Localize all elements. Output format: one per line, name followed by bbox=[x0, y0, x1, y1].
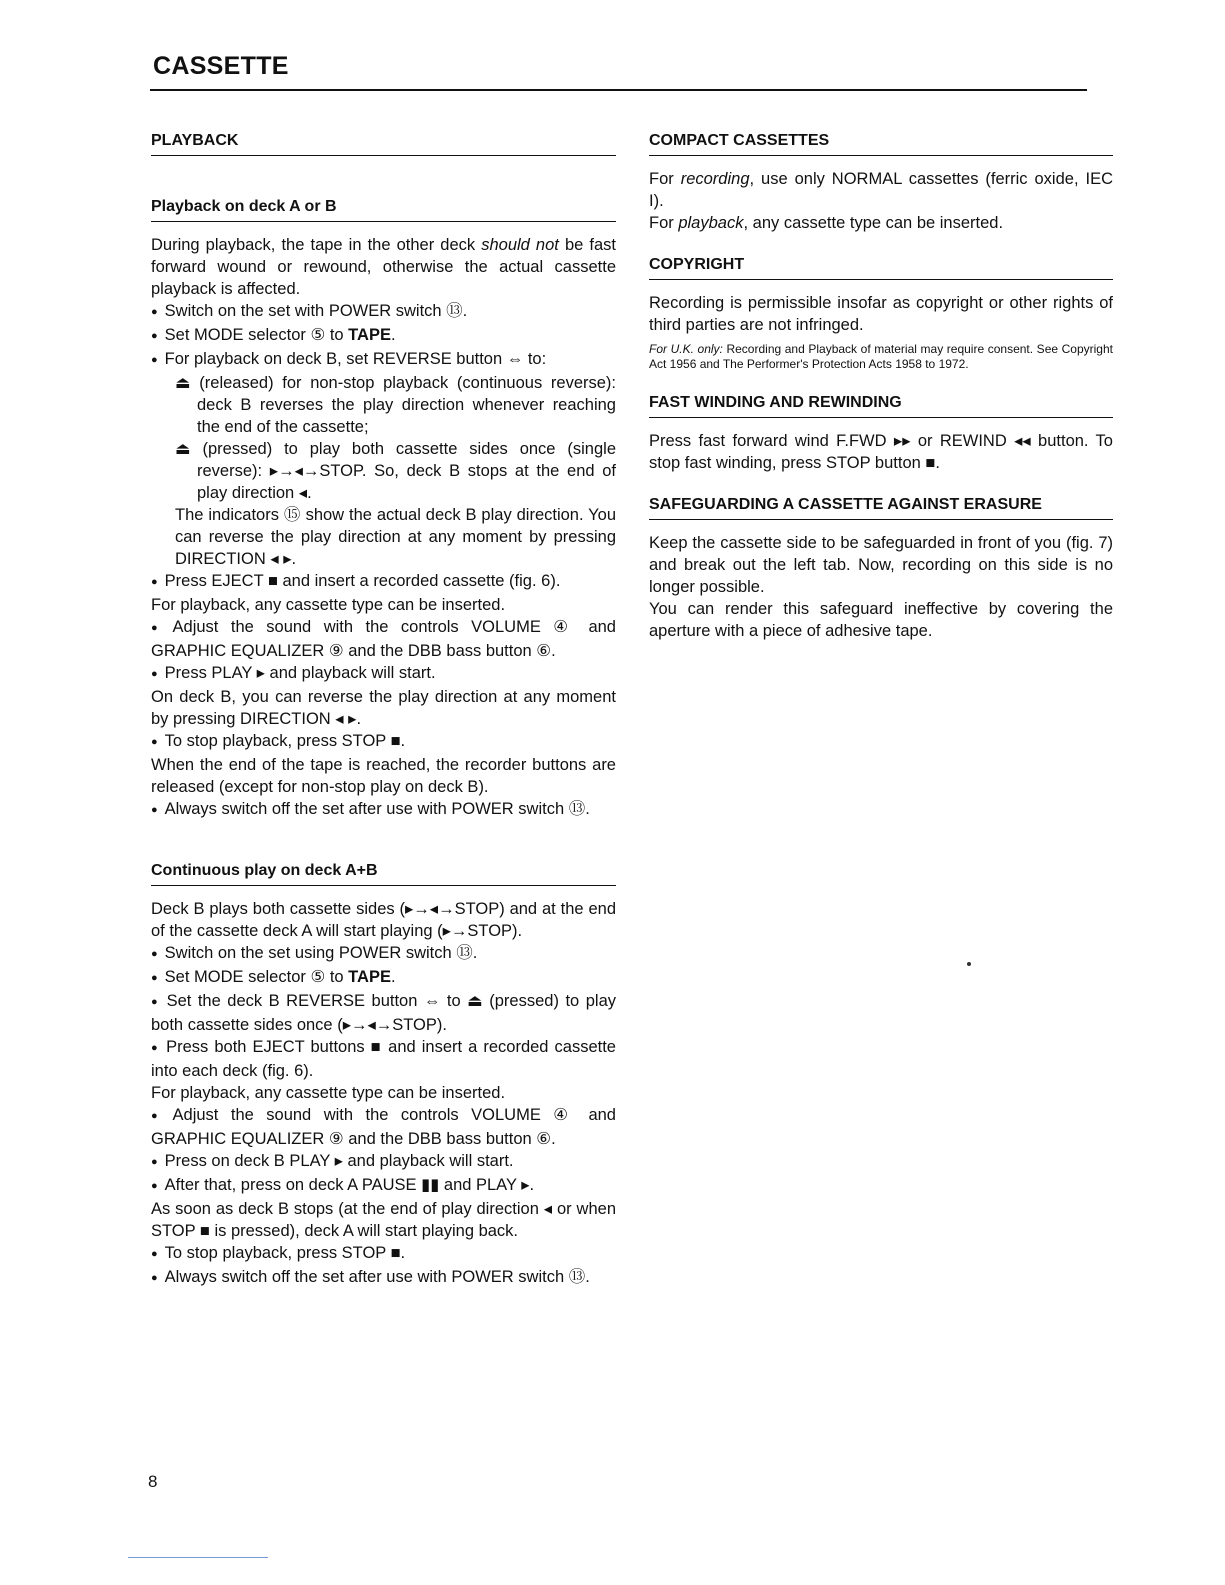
list-item: ● Set MODE selector ⑤ to TAPE. bbox=[151, 324, 616, 348]
uk-note: For U.K. only: Recording and Playback of material may require consent. See Copyright Act 1956 and The Performer's Protection Acts 1958 to 1972. bbox=[649, 342, 1113, 371]
paragraph: Recording is permissible insofar as copyright or other rights of third parties are not infringed. bbox=[649, 294, 1113, 334]
paragraph: Keep the cassette side to be safeguarded in front of you (fig. 7) and break out the left tab. Now, recording on this side is no longer possible. bbox=[649, 534, 1113, 596]
list-item: ● Set MODE selector ⑤ to TAPE. bbox=[151, 966, 616, 990]
list-item: ● Adjust the sound with the controls VOLUME ④ and GRAPHIC EQUALIZER ⑨ and the DBB bass button ⑥. bbox=[151, 1104, 616, 1150]
list-item: ● Press EJECT ■ and insert a recorded cassette (fig. 6). bbox=[151, 570, 616, 594]
indicator-note: The indicators ⑮ show the actual deck B play direction. You can reverse the play direction at any moment by pressing DIRECTION ◂ ▸. bbox=[175, 506, 616, 568]
list-item: ● Always switch off the set after use with POWER switch ⑬. bbox=[151, 798, 616, 822]
sub-item-released: ⏏ (released) for non-stop playback (continuous reverse): deck B reverses the play direction whenever reaching the end of the cassette; bbox=[175, 374, 616, 436]
paragraph: For playback, any cassette type can be inserted. bbox=[649, 214, 1004, 232]
right-column bbox=[649, 130, 1113, 642]
footer-rule bbox=[128, 1557, 268, 1558]
list-item: ● Press on deck B PLAY ▸ and playback will start. bbox=[151, 1150, 616, 1174]
list-item: ● Set the deck B REVERSE button ⇔ to ⏏ (pressed) to play both cassette sides once (▸→◂→STOP). bbox=[151, 990, 616, 1036]
deck-ab-intro: During playback, the tape in the other deck should not be fast forward wound or rewound, otherwise the actual cassette playback is affected. bbox=[151, 236, 616, 298]
list-item: ● Always switch off the set after use with POWER switch ⑬. bbox=[151, 1266, 616, 1290]
compact-cassettes-heading: COMPACT CASSETTES bbox=[649, 130, 1113, 156]
list-item: ● Press PLAY ▸ and playback will start. bbox=[151, 662, 616, 686]
list-item: ● After that, press on deck A PAUSE ▮▮ and PLAY ▸. bbox=[151, 1174, 616, 1198]
deck-ab-heading: Playback on deck A or B bbox=[151, 196, 616, 222]
paragraph: For playback, any cassette type can be inserted. bbox=[151, 596, 506, 614]
paragraph: On deck B, you can reverse the play direction at any moment by pressing DIRECTION ◂ ▸. bbox=[151, 688, 616, 728]
page-title: CASSETTE bbox=[153, 52, 289, 80]
paragraph: Press fast forward wind F.FWD ▸▸ or REWIND ◂◂ button. To stop fast winding, press STOP button ■. bbox=[649, 432, 1113, 472]
page-number: 8 bbox=[148, 1472, 158, 1491]
paragraph: Deck B plays both cassette sides (▸→◂→STOP) and at the end of the cassette deck A will start playing (▸→STOP). bbox=[151, 900, 616, 940]
title-rule bbox=[150, 89, 1087, 91]
list-item: ● To stop playback, press STOP ■. bbox=[151, 730, 616, 754]
paragraph: As soon as deck B stops (at the end of play direction ◂ or when STOP ■ is pressed), deck A will start playing back. bbox=[151, 1200, 616, 1240]
safeguarding-heading: SAFEGUARDING A CASSETTE AGAINST ERASURE bbox=[649, 494, 1113, 520]
stray-dot bbox=[967, 962, 971, 966]
list-item: ● For playback on deck B, set REVERSE button ⇔ to: bbox=[151, 348, 616, 372]
copyright-heading: COPYRIGHT bbox=[649, 254, 1113, 280]
list-item: ● Switch on the set using POWER switch ⑬. bbox=[151, 942, 616, 966]
paragraph: When the end of the tape is reached, the recorder buttons are released (except for non-stop play on deck B). bbox=[151, 756, 616, 796]
list-item: ● Switch on the set with POWER switch ⑬. bbox=[151, 300, 616, 324]
paragraph: For playback, any cassette type can be inserted. bbox=[151, 1084, 506, 1102]
continuous-heading: Continuous play on deck A+B bbox=[151, 860, 616, 886]
list-item: ● Press both EJECT buttons ■ and insert a recorded cassette into each deck (fig. 6). bbox=[151, 1036, 616, 1082]
list-item: ● Adjust the sound with the controls VOLUME ④ and GRAPHIC EQUALIZER ⑨ and the DBB bass button ⑥. bbox=[151, 616, 616, 662]
paragraph: You can render this safeguard ineffective by covering the aperture with a piece of adhesive tape. bbox=[649, 600, 1113, 640]
playback-heading: PLAYBACK bbox=[151, 130, 616, 156]
list-item: ● To stop playback, press STOP ■. bbox=[151, 1242, 616, 1266]
sub-item-pressed: ⏏ (pressed) to play both cassette sides once (single reverse): ▸→◂→STOP. So, deck B stops at the end of play direction ◂. bbox=[175, 440, 616, 502]
fast-winding-heading: FAST WINDING AND REWINDING bbox=[649, 392, 1113, 418]
left-column bbox=[151, 130, 616, 1290]
paragraph: For recording, use only NORMAL cassettes (ferric oxide, IEC I). bbox=[649, 170, 1113, 210]
